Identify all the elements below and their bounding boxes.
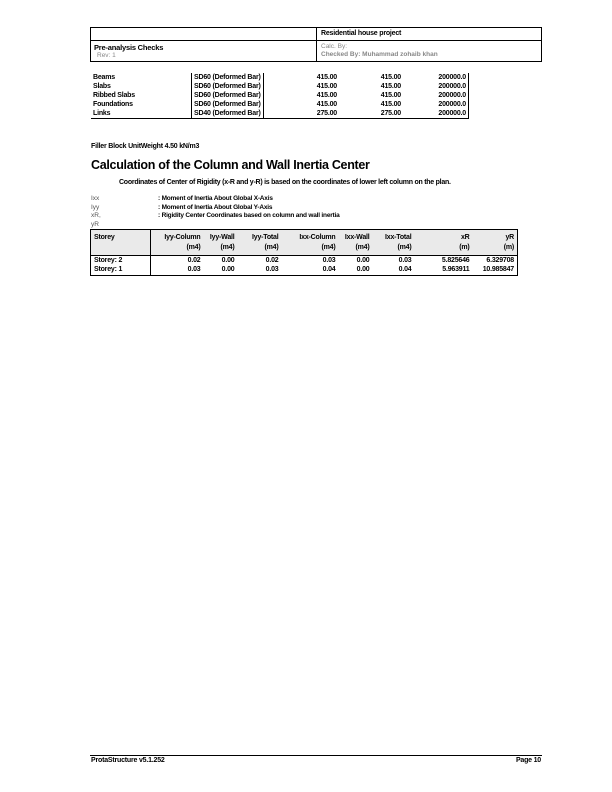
table-row: Storey: 2 0.02 0.00 0.02 0.03 0.00 0.03 5.825646 6.329708 [91,256,518,266]
checked-by: Checked By: Muhammad zohaib khan [321,51,438,58]
col-iyy-wall: Iyy-Wall (m4) [204,230,238,256]
table-row: Slabs SD60 (Deformed Bar) 415.00 415.00 200000.0 [91,82,469,91]
col-iyy-total: Iyy-Total (m4) [238,230,282,256]
filler-block-weight: Filler Block UnitWeight 4.50 kN/m3 [91,143,200,150]
col-xr: xR (m) [415,230,473,256]
inertia-center-table [90,229,518,276]
revision: Rev: 1 [97,52,116,59]
col-ixx-total: Ixx-Total (m4) [373,230,415,256]
report-title: Pre-analysis Checks [94,43,164,52]
report-page: Residential house project Pre-analysis Checks Rev: 1 Calc. By: Checked By: Muhammad zohaib khan Beams SD60 (Deformed Bar) 415.00 415.00 200000.0 Slabs SD60 (Deformed Bar) 415.00 415.00 200000.0 Ribbed Slabs SD60 (Deformed Bar) 415.00 415.00 200000.0 Foundations SD60 (Deformed Bar) 415.00 415.00 200000.0 Links SD40 (Deformed Bar) 275.00 275.00 200000.0 Filler Block UnitWeight 4.50 kN/m3 Calculation of the Column and Wall Inertia Center Coordinates of Center of Rigidity (x-R and y-R) is based on the coordinates of lower left column on the plan. Ixx : Moment of Inertia About Global X-Axis Iyy : Moment of Inertia About Global Y-Axis xR, yR : Rigidity Center Coordinates based on column and wall inertia Storey Iyy-Column (m4) Iyy-Wall (m4) Iyy-Total (m4) Ixx-Column (m4) Ixx-Wall (m4) Ixx-Total (m4) xR (m) yR (m) Storey: 2 0.02 0.00 0.02 0.03 0.00 0.03 5.825646 6.329708 Storey: 1 0.03 0.00 0.03 0.04 0.00 0.04 5.963911 10.985847 ProtaStructure v5.1.252 Page 10 [0,0,612,792]
table-row: Ribbed Slabs SD60 (Deformed Bar) 415.00 415.00 200000.0 [91,91,469,100]
page-number: Page 10 [515,757,541,764]
table-row: Beams SD60 (Deformed Bar) 415.00 415.00 200000.0 [91,73,469,82]
project-name: Residential house project [321,30,402,37]
table-row: Foundations SD60 (Deformed Bar) 415.00 415.00 200000.0 [91,100,469,109]
col-ixx-column: Ixx-Column (m4) [282,230,339,256]
col-yr: yR (m) [473,230,518,256]
col-storey: Storey [91,230,151,256]
section-title: Calculation of the Column and Wall Inertia Center [91,158,370,172]
table-header-row [91,230,518,256]
section-note: Coordinates of Center of Rigidity (x-R and y-R) is based on the coordinates of lower left column on the plan. [119,179,451,186]
calc-by: Calc. By: [321,43,348,50]
page-header-box [90,27,542,62]
table-row: Links SD40 (Deformed Bar) 275.00 275.00 200000.0 [91,109,469,119]
header-vertical-divider [316,28,317,61]
software-version: ProtaStructure v5.1.252 [91,757,165,764]
rebar-material-table [91,73,469,119]
header-horizontal-divider [91,40,541,41]
table-row: Storey: 1 0.03 0.00 0.03 0.04 0.00 0.04 5.963911 10.985847 [91,265,518,276]
col-ixx-wall: Ixx-Wall (m4) [339,230,373,256]
footer-divider [90,755,542,756]
col-iyy-column: Iyy-Column (m4) [151,230,204,256]
